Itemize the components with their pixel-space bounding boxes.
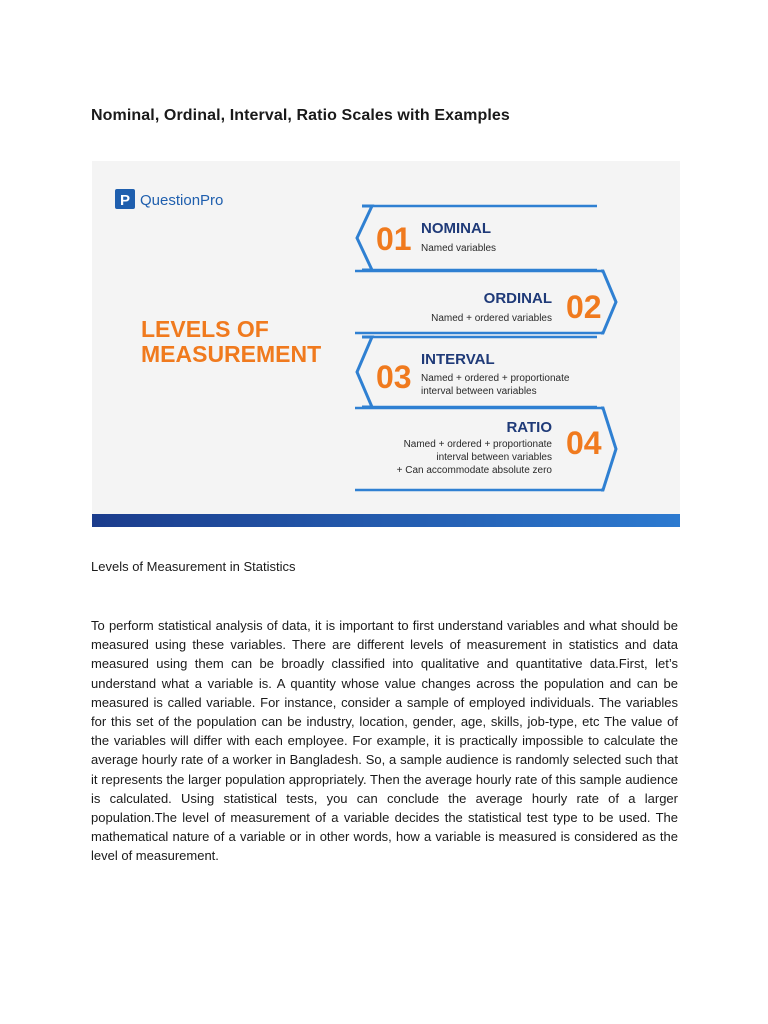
level-ordinal [355,271,616,333]
chevron-left-icon [357,337,372,407]
level-name: INTERVAL [421,351,495,368]
level-number: 01 [376,221,412,257]
infographic-canvas [92,161,680,527]
level-description-line-2: interval between variables [436,452,552,463]
level-number: 02 [566,289,602,325]
level-number: 03 [376,359,412,395]
level-description-line-1: Named + ordered + proportionate [403,439,552,450]
body-paragraph: To perform statistical analysis of data, it is important to first understand variables and what should be measured using these variables. There are different levels of measurement in statistics and data measured using them can be broadly classified into qualitative and quantitative data.First, let’s understand what a variable is. A quantity whose value changes across the population and can be measured is called variable. For instance, consider a sample of employed individuals. The variables for this set of the population can be industry, location, gender, age, skills, job-type, etc The value of the variables will differ with each employee. For example, it is practically impossible to calculate the average hourly rate of a worker in Bangladesh. So, a sample audience is randomly selected such that it represents the larger population appropriately. Then the average hourly rate of this sample audience is calculated. Using statistical tests, you can conclude the average hourly rate of a larger population.The level of measurement of a variable decides the statistical test type to be used. The mathematical nature of a variable or in other words, how a variable is measured is considered as the level of measurement. [91,618,678,864]
level-ratio [355,408,616,490]
level-description: Named + ordered variables [431,313,552,324]
level-description-line-1: Named + ordered + proportionate [421,373,570,384]
questionpro-logo [115,189,223,209]
levels-of-measurement-infographic [92,161,680,527]
chevron-right-icon [601,271,616,333]
level-interval [357,337,597,407]
chevron-right-icon [601,408,616,490]
logo-wordmark: QuestionPro [140,192,224,209]
level-name: ORDINAL [483,290,552,307]
document-title: Nominal, Ordinal, Interval, Ratio Scales with Examples [91,107,510,124]
heading-line-1: LEVELS OF [141,316,269,342]
chevron-left-icon [357,206,372,270]
footer-color-bar [92,514,680,527]
figure-caption: Levels of Measurement in Statistics [91,559,296,574]
heading-line-2: MEASUREMENT [141,341,322,367]
level-number: 04 [566,425,602,461]
level-name: NOMINAL [421,220,491,237]
level-name: RATIO [506,419,552,436]
level-nominal [357,206,597,270]
level-description: Named variables [421,243,497,254]
level-description-line-2: interval between variables [421,386,537,397]
logo-letter: P [119,192,131,209]
level-description-line-3: + Can accommodate absolute zero [396,465,552,476]
